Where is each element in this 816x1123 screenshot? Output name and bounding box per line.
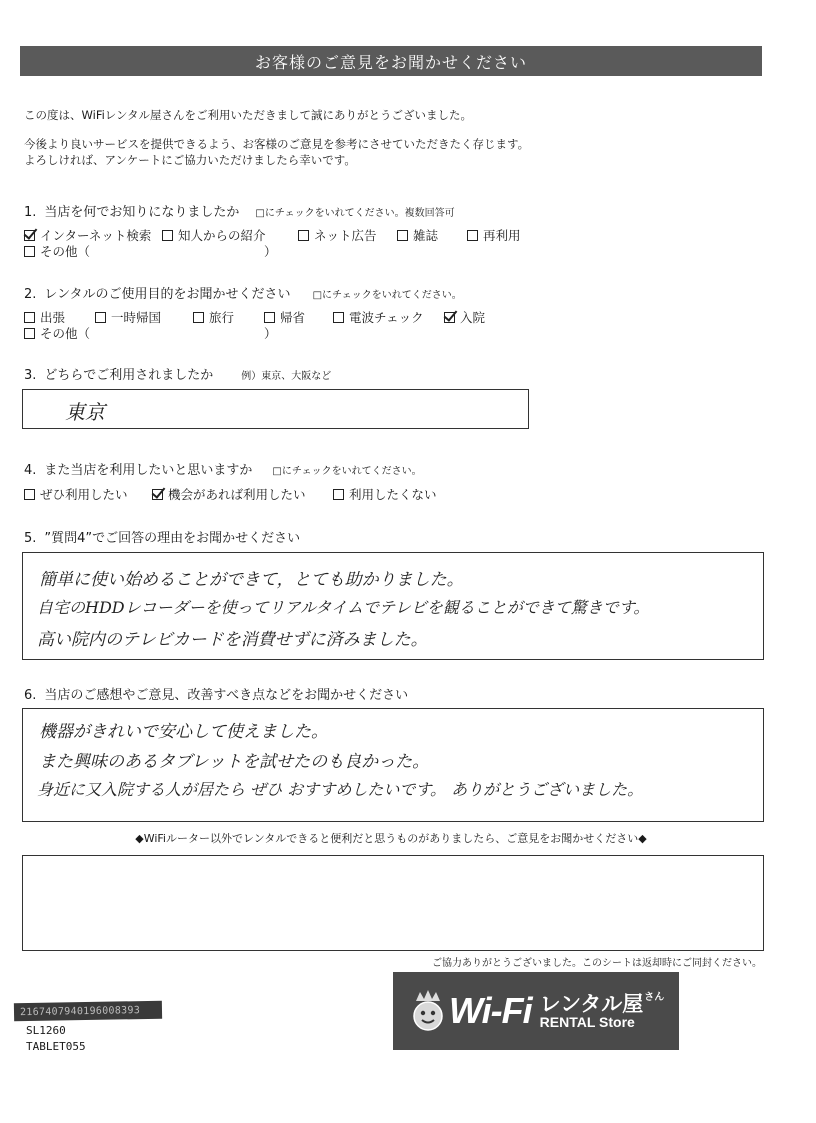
option-friend-referral[interactable] — [162, 226, 266, 244]
option-label: 利用したくない — [349, 487, 437, 502]
checkbox[interactable] — [24, 230, 35, 241]
option-use-if-chance[interactable] — [152, 485, 306, 503]
option-reuse[interactable] — [467, 226, 521, 244]
mascot-icon — [409, 989, 447, 1033]
page-title: お客様のご意見をお聞かせください — [254, 52, 527, 72]
option-definitely-use[interactable] — [24, 485, 128, 503]
option-temporary-return[interactable] — [95, 308, 161, 326]
handwritten-line: 身近に又入院する人が居たら ぜひ おすすめしたいです。 ありがとうございました。 — [37, 780, 644, 799]
option-label: その他（ — [40, 244, 91, 259]
checkbox[interactable] — [24, 489, 35, 500]
logo-en-text: RENTAL Store — [539, 1013, 635, 1030]
question-text: ”質問4”でご回答の理由をお聞かせください — [44, 531, 301, 546]
question-text: また当店を利用したいと思いますか — [44, 463, 253, 478]
checkbox[interactable] — [162, 230, 173, 241]
checkbox[interactable] — [397, 230, 408, 241]
checkbox[interactable] — [24, 312, 35, 323]
checkbox[interactable] — [24, 246, 35, 257]
question-note: □にチェックをいれてください。 — [312, 290, 462, 301]
option-label: 再利用 — [483, 228, 521, 243]
option-travel[interactable] — [193, 308, 234, 326]
question-number: 4. — [24, 463, 37, 478]
location-answer-box[interactable] — [22, 389, 529, 429]
option-label: ネット広告 — [314, 228, 377, 243]
option-signal-check[interactable] — [333, 308, 424, 326]
handwritten-line: 自宅のHDDレコーダーを使ってリアルタイムでテレビを観ることができて驚きです。 — [37, 598, 650, 617]
option-other[interactable] — [24, 324, 90, 342]
question-1 — [24, 201, 455, 220]
logo-wifi-text: Wi-Fi — [449, 990, 532, 1031]
question-number: 5. — [24, 531, 37, 546]
question-5 — [24, 527, 300, 546]
question-2 — [24, 283, 462, 302]
handwritten-line: また興味のあるタブレットを試せたのも良かった。 — [39, 752, 430, 772]
checkbox[interactable] — [333, 312, 344, 323]
question-3 — [24, 364, 331, 383]
footer-thanks: ご協力ありがとうございました。このシートは返却時にご同封ください。 — [432, 958, 762, 969]
barcode-label: 2167407940196008393 — [14, 1001, 162, 1022]
option-label: 雑誌 — [413, 228, 439, 243]
question-4 — [24, 459, 422, 478]
option-label: インターネット検索 — [40, 228, 152, 243]
question-note: □にチェックをいれてください。 — [272, 466, 422, 477]
question-text: 当店を何でお知りになりましたか — [44, 205, 240, 220]
shipment-code: SL1260 — [26, 1024, 66, 1037]
option-label: 知人からの紹介 — [178, 228, 266, 243]
rental-suggestion-prompt: ◆WiFiルーター以外でレンタルできると便利だと思うものがありましたら、ご意見をお聞かせください◆ — [135, 832, 647, 845]
option-magazine[interactable] — [397, 226, 438, 244]
option-label: 帰省 — [280, 310, 306, 325]
question-number: 2. — [24, 287, 37, 302]
option-label: 電波チェック — [349, 310, 424, 325]
intro-line-1: この度は、WiFiレンタル屋さんをご利用いただきまして誠にありがとうございました。 — [24, 108, 473, 122]
question-text: レンタルのご使用目的をお聞かせください — [44, 287, 291, 302]
handwritten-line: 簡単に使い始めることができて，とても助かりました。 — [39, 570, 464, 590]
option-label: 入院 — [460, 310, 486, 325]
checkbox[interactable] — [298, 230, 309, 241]
question-number: 6. — [24, 688, 37, 703]
handwritten-line: 高い院内のテレビカードを消費せずに済みました。 — [37, 630, 428, 650]
survey-title-bar — [20, 46, 762, 76]
suggestion-answer-box[interactable] — [22, 855, 764, 951]
logo-jp-text: レンタル屋 — [539, 991, 644, 1016]
other-close-paren: ） — [264, 244, 277, 259]
checkbox[interactable] — [333, 489, 344, 500]
option-label: その他（ — [40, 326, 91, 341]
question-note: □にチェックをいれてください。複数回答可 — [255, 208, 455, 219]
handwritten-line: 機器がきれいで安心して使えました。 — [39, 722, 328, 742]
intro-line-2: 今後より良いサービスを提供できるよう、お客様のご意見を参考にさせていただきたく存じます。 — [24, 137, 530, 151]
checkbox[interactable] — [24, 328, 35, 339]
option-will-not-use[interactable] — [333, 485, 437, 503]
other-close-paren: ） — [264, 326, 277, 341]
device-code: TABLET055 — [26, 1040, 86, 1053]
checkbox[interactable] — [264, 312, 275, 323]
option-label: ぜひ利用したい — [40, 487, 128, 502]
handwritten-location: 東京 — [65, 400, 105, 424]
option-label: 旅行 — [209, 310, 235, 325]
question-text: どちらでご利用されましたか — [44, 368, 214, 383]
comments-answer-box[interactable] — [22, 708, 764, 822]
intro-line-3: よろしければ、アンケートにご協力いただけましたら幸いです。 — [24, 153, 356, 167]
option-other[interactable] — [24, 242, 90, 260]
logo-text-group — [540, 993, 665, 1030]
checkbox[interactable] — [152, 489, 163, 500]
option-hospitalization[interactable] — [444, 308, 485, 326]
checkbox[interactable] — [193, 312, 204, 323]
question-number: 1. — [24, 205, 37, 220]
option-label: 一時帰国 — [111, 310, 162, 325]
option-label: 出張 — [40, 310, 66, 325]
logo-jp-row — [540, 993, 665, 1015]
question-number: 3. — [24, 368, 37, 383]
wifi-rental-logo — [393, 972, 679, 1050]
question-6 — [24, 684, 408, 703]
reason-answer-box[interactable] — [22, 552, 764, 660]
question-text: 当店のご感想やご意見、改善すべき点などをお聞かせください — [44, 688, 409, 703]
checkbox[interactable] — [444, 312, 455, 323]
checkbox[interactable] — [95, 312, 106, 323]
option-label: 機会があれば利用したい — [168, 487, 306, 502]
checkbox[interactable] — [467, 230, 478, 241]
logo-san-text: さん — [644, 991, 665, 1003]
option-net-ad[interactable] — [298, 226, 377, 244]
question-note: 例）東京、大阪など — [241, 371, 332, 382]
